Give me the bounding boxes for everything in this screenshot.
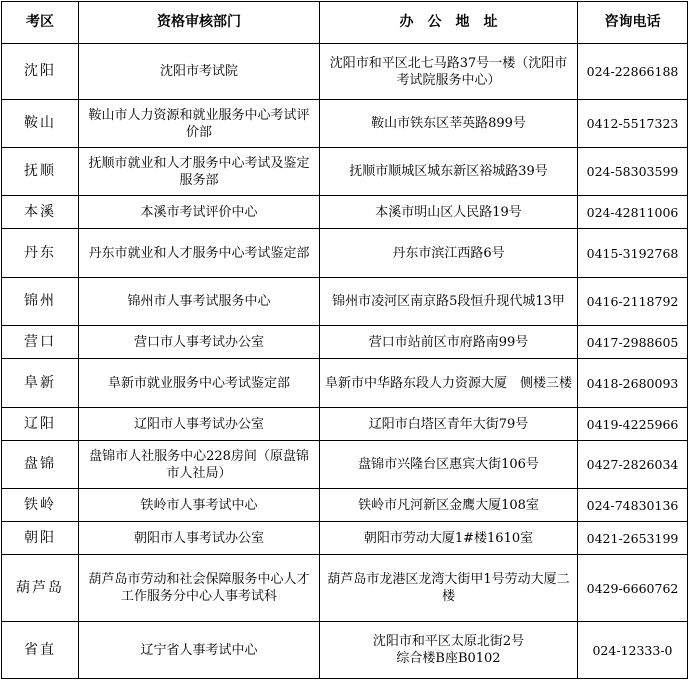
- address-cell: 鞍山市铁东区莘英路899号: [320, 100, 578, 148]
- address-cell: 锦州市凌河区南京路5段恒升现代城13甲: [320, 278, 578, 326]
- region-cell: 营口: [2, 326, 79, 359]
- region-cell: 辽阳: [2, 408, 79, 441]
- phone-cell: 0416-2118792: [578, 278, 688, 326]
- header-address: 办 公 地 址: [320, 2, 578, 44]
- region-cell: 阜新: [2, 359, 79, 408]
- phone-cell: 0412-5517323: [578, 100, 688, 148]
- phone-cell: 024-22866188: [578, 44, 688, 100]
- table-row: [2, 522, 688, 555]
- department-cell: 抚顺市就业和人才服务中心考试及鉴定服务部: [79, 148, 320, 196]
- department-cell: 本溪市考试评价中心: [79, 196, 320, 229]
- exam-contact-table: [1, 1, 688, 679]
- address-cell: 丹东市滨江西路6号: [320, 229, 578, 278]
- header-phone: 咨询电话: [578, 2, 688, 44]
- table-row: [2, 229, 688, 278]
- region-cell: 沈阳: [2, 44, 79, 100]
- region-cell: 盘锦: [2, 441, 79, 489]
- department-cell: 丹东市就业和人才服务中心考试鉴定部: [79, 229, 320, 278]
- region-cell: 铁岭: [2, 489, 79, 522]
- department-cell: 辽宁省人事考试中心: [79, 622, 320, 679]
- address-cell: 沈阳市和平区北七马路37号一楼（沈阳市考试院服务中心）: [320, 44, 578, 100]
- address-cell: 辽阳市白塔区青年大街79号: [320, 408, 578, 441]
- address-cell: 营口市站前区市府路南99号: [320, 326, 578, 359]
- department-cell: 营口市人事考试办公室: [79, 326, 320, 359]
- table-header-row: [2, 2, 688, 44]
- address-cell: 沈阳市和平区太原北街2号 综合楼B座B0102: [320, 622, 578, 679]
- region-cell: 鞍山: [2, 100, 79, 148]
- table-row: [2, 326, 688, 359]
- region-cell: 本溪: [2, 196, 79, 229]
- phone-cell: 024-74830136: [578, 489, 688, 522]
- region-cell: 丹东: [2, 229, 79, 278]
- header-region: 考区: [2, 2, 79, 44]
- phone-cell: 0418-2680093: [578, 359, 688, 408]
- phone-cell: 0427-2826034: [578, 441, 688, 489]
- address-cell: 盘锦市兴隆台区惠宾大街106号: [320, 441, 578, 489]
- phone-cell: 0419-4225966: [578, 408, 688, 441]
- region-cell: 抚顺: [2, 148, 79, 196]
- region-cell: 葫芦岛: [2, 555, 79, 622]
- department-cell: 铁岭市人事考试中心: [79, 489, 320, 522]
- department-cell: 鞍山市人力资源和就业服务中心考试评价部: [79, 100, 320, 148]
- phone-cell: 024-12333-0: [578, 622, 688, 679]
- table-row: [2, 441, 688, 489]
- address-cell: 本溪市明山区人民路19号: [320, 196, 578, 229]
- table-row: [2, 196, 688, 229]
- address-cell: 铁岭市凡河新区金鹰大厦108室: [320, 489, 578, 522]
- table-row: [2, 44, 688, 100]
- department-cell: 阜新市就业服务中心考试鉴定部: [79, 359, 320, 408]
- department-cell: 葫芦岛市劳动和社会保障服务中心人才工作服务分中心人事考试科: [79, 555, 320, 622]
- phone-cell: 0417-2988605: [578, 326, 688, 359]
- table-row: [2, 278, 688, 326]
- table-row: [2, 555, 688, 622]
- address-cell: 阜新市中华路东段人力资源大厦 侧楼三楼: [320, 359, 578, 408]
- phone-cell: 0429-6660762: [578, 555, 688, 622]
- department-cell: 辽阳市人事考试办公室: [79, 408, 320, 441]
- table-row: [2, 489, 688, 522]
- region-cell: 锦州: [2, 278, 79, 326]
- phone-cell: 024-58303599: [578, 148, 688, 196]
- phone-cell: 0421-2653199: [578, 522, 688, 555]
- region-cell: 省直: [2, 622, 79, 679]
- phone-cell: 0415-3192768: [578, 229, 688, 278]
- header-department: 资格审核部门: [79, 2, 320, 44]
- table-row: [2, 622, 688, 679]
- region-cell: 朝阳: [2, 522, 79, 555]
- department-cell: 盘锦市人社服务中心228房间（原盘锦市人社局）: [79, 441, 320, 489]
- department-cell: 沈阳市考试院: [79, 44, 320, 100]
- table-row: [2, 148, 688, 196]
- address-cell: 抚顺市顺城区城东新区裕城路39号: [320, 148, 578, 196]
- table-row: [2, 100, 688, 148]
- address-cell: 朝阳市劳动大厦1#楼1610室: [320, 522, 578, 555]
- table-row: [2, 408, 688, 441]
- address-cell: 葫芦岛市龙港区龙湾大街甲1号劳动大厦二楼: [320, 555, 578, 622]
- phone-cell: 024-42811006: [578, 196, 688, 229]
- department-cell: 锦州市人事考试服务中心: [79, 278, 320, 326]
- table-row: [2, 359, 688, 408]
- department-cell: 朝阳市人事考试办公室: [79, 522, 320, 555]
